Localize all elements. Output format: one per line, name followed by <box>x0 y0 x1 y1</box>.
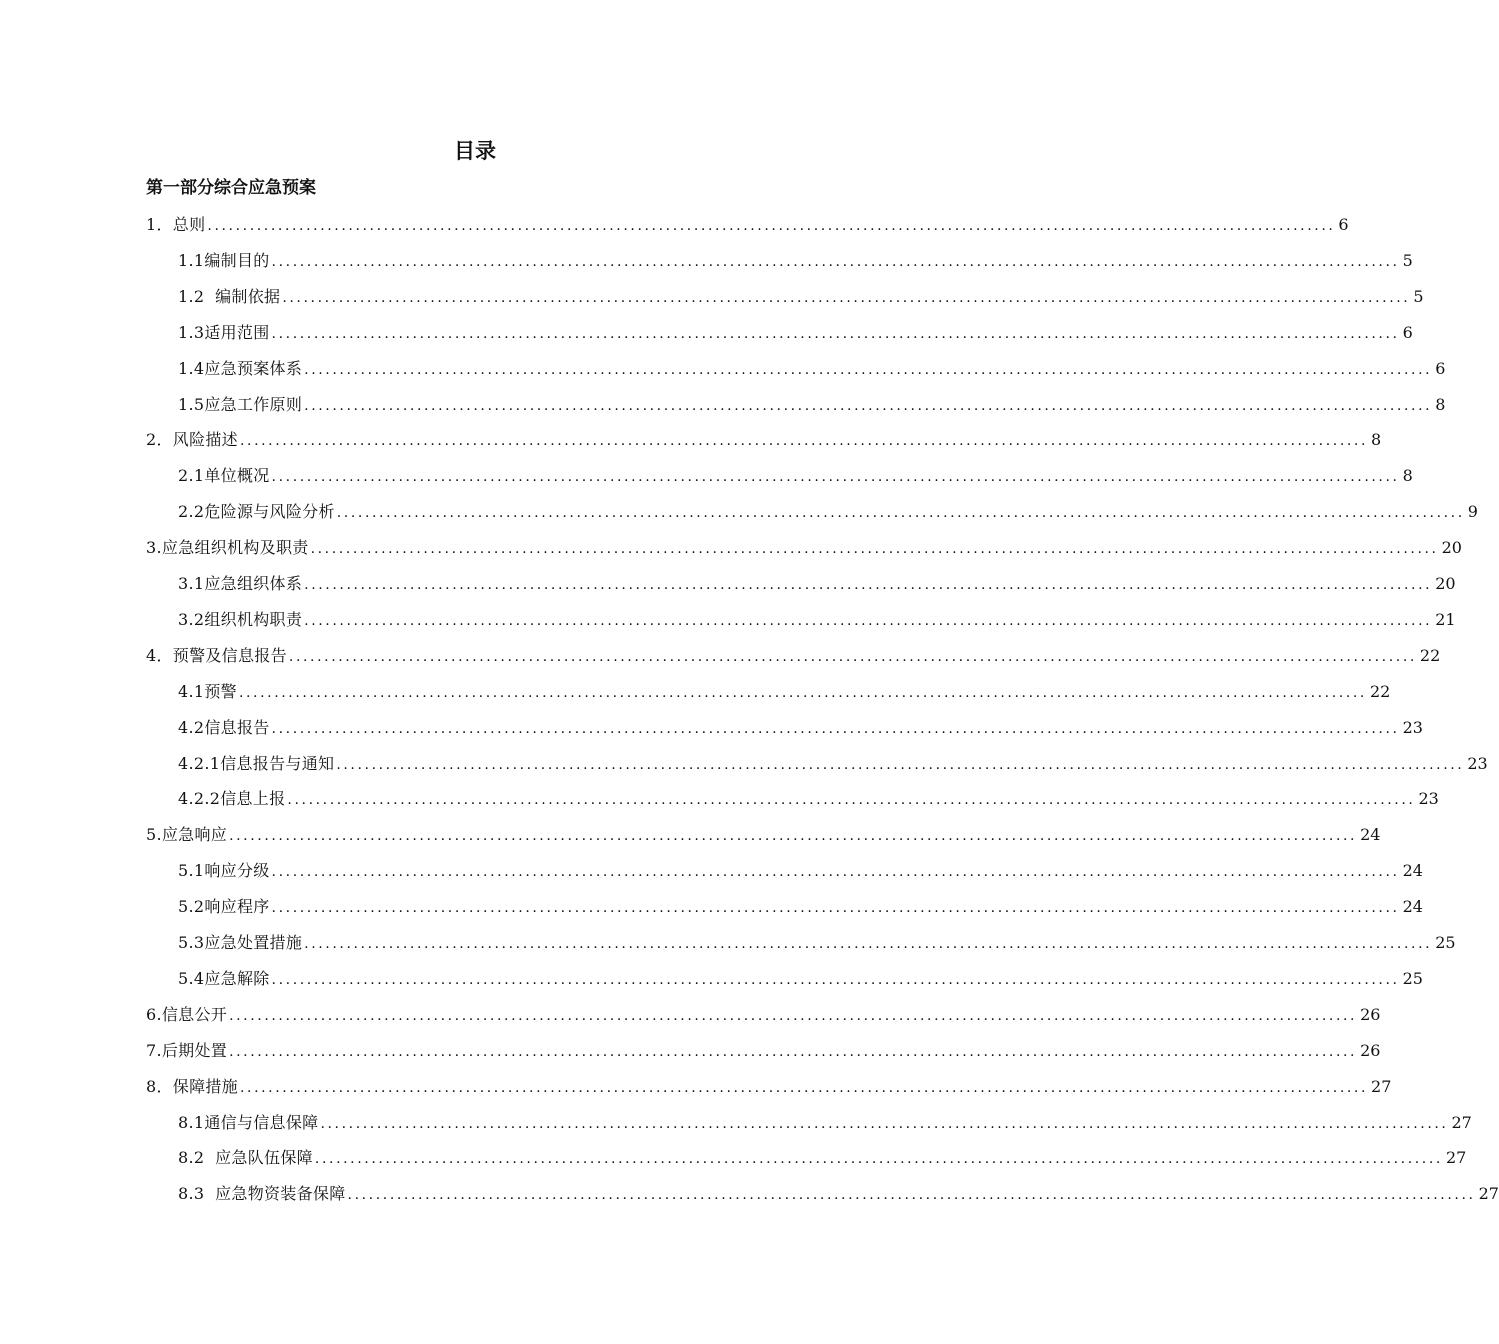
toc-entry-page-number: 26 <box>1360 1040 1381 1060</box>
toc-dot-leader: ................................................................................................................................................................ <box>304 577 1433 593</box>
toc-entry-page-number: 8 <box>1402 466 1413 486</box>
toc-dot-leader: ................................................................................................................................................................ <box>229 1043 1358 1060</box>
toc-entry-label: 8.3 应急物资装备保障 <box>178 1184 346 1204</box>
toc-entry-page-number: 5 <box>1402 250 1413 270</box>
toc-dot-leader: ................................................................................................................................................................ <box>271 971 1400 988</box>
toc-entry-label: 2．风险描述 <box>146 430 238 450</box>
toc-entry[interactable] <box>178 354 1446 380</box>
toc-entry-label: 8.2 应急队伍保障 <box>178 1148 313 1168</box>
toc-entry[interactable] <box>146 533 1462 559</box>
toc-entry[interactable] <box>178 749 1488 775</box>
toc-entry-label: 5.1响应分级 <box>178 861 270 881</box>
toc-entry-page-number: 27 <box>1371 1076 1392 1096</box>
toc-entry-label: 1.5应急工作原则 <box>178 394 303 414</box>
toc-entry[interactable] <box>178 928 1456 954</box>
toc-dot-leader: ................................................................................................................................................................ <box>304 361 1433 378</box>
toc-entry[interactable] <box>178 677 1391 703</box>
toc-entry-page-number: 24 <box>1402 861 1423 881</box>
toc-dot-leader: ................................................................................................................................................................ <box>207 218 1336 234</box>
toc-dot-leader: ................................................................................................................................................................ <box>320 1115 1449 1132</box>
toc-entry[interactable] <box>146 1036 1381 1062</box>
toc-entry[interactable] <box>178 892 1423 918</box>
toc-dot-leader: ................................................................................................................................................................ <box>314 1151 1443 1168</box>
toc-entry-label: 1．总则 <box>146 215 206 234</box>
toc-entry-page-number: 24 <box>1402 897 1423 917</box>
toc-entry-label: 3.1应急组织体系 <box>178 574 303 593</box>
toc-entry-label: 8．保障措施 <box>146 1076 238 1096</box>
toc-entry-page-number: 6 <box>1338 215 1349 234</box>
toc-dot-leader: ................................................................................................................................................................ <box>336 505 1465 522</box>
toc-entry-label: 1.2 编制依据 <box>178 286 281 306</box>
toc-entry-page-number: 6 <box>1435 358 1446 378</box>
toc-entry-label: 4.1预警 <box>178 681 237 701</box>
toc-entry-page-number: 22 <box>1369 681 1391 701</box>
toc-entry-label: 5.2响应程序 <box>178 897 270 917</box>
toc-entry[interactable] <box>146 425 1382 451</box>
toc-entry-label: 1.3适用范围 <box>178 322 270 342</box>
toc-title: 目录 <box>454 139 496 163</box>
toc-entry-page-number: 20 <box>1435 574 1456 593</box>
toc-entry[interactable] <box>178 784 1439 810</box>
toc-entry-page-number: 27 <box>1445 1148 1467 1168</box>
toc-entry-page-number: 27 <box>1451 1112 1472 1132</box>
toc-entry[interactable] <box>178 497 1478 523</box>
toc-entry-page-number: 23 <box>1418 789 1439 809</box>
toc-entry[interactable] <box>178 1143 1467 1169</box>
toc-entry-page-number: 25 <box>1402 968 1423 988</box>
toc-entry-label: 5.4应急解除 <box>178 968 270 988</box>
toc-entry-page-number: 27 <box>1478 1184 1499 1204</box>
toc-dot-leader: ................................................................................................................................................................ <box>304 936 1433 952</box>
toc-dot-leader: ................................................................................................................................................................ <box>287 792 1416 809</box>
toc-entry[interactable] <box>146 1072 1392 1098</box>
toc-dot-leader: ................................................................................................................................................................ <box>304 612 1433 629</box>
toc-entry[interactable] <box>178 964 1423 990</box>
toc-dot-leader: ................................................................................................................................................................ <box>229 828 1358 845</box>
toc-dot-leader: ................................................................................................................................................................ <box>347 1187 1476 1204</box>
toc-entry[interactable] <box>178 605 1456 631</box>
toc-dot-leader: ................................................................................................................................................................ <box>271 469 1400 486</box>
toc-entry-label: 3.应急组织机构及职责 <box>146 538 309 558</box>
toc-entry-label: 4．预警及信息报告 <box>146 645 287 665</box>
toc-entry[interactable] <box>178 1179 1499 1205</box>
toc-entry-label: 3.2组织机构职责 <box>178 609 303 629</box>
toc-entry[interactable] <box>178 1108 1472 1134</box>
toc-dot-leader: ................................................................................................................................................................ <box>271 900 1400 917</box>
part-heading: 第一部分综合应急预案 <box>146 178 316 198</box>
toc-entry-page-number: 5 <box>1413 286 1424 306</box>
toc-entry-page-number: 25 <box>1435 933 1456 952</box>
toc-dot-leader: ................................................................................................................................................................ <box>271 864 1400 881</box>
toc-dot-leader: ................................................................................................................................................................ <box>271 325 1400 342</box>
toc-entry-page-number: 26 <box>1360 1004 1381 1024</box>
toc-entry-page-number: 9 <box>1467 502 1478 522</box>
toc-entry-page-number: 6 <box>1402 322 1413 342</box>
toc-entry[interactable] <box>178 856 1423 882</box>
toc-entry-page-number: 24 <box>1360 825 1381 845</box>
toc-entry-label: 5.应急响应 <box>146 825 228 845</box>
toc-entry-page-number: 8 <box>1371 430 1382 450</box>
toc-dot-leader: ................................................................................................................................................................ <box>229 1007 1358 1024</box>
toc-entry-page-number: 8 <box>1435 394 1446 414</box>
toc-entry-label: 6.信息公开 <box>146 1004 228 1024</box>
toc-dot-leader: ................................................................................................................................................................ <box>239 1079 1369 1096</box>
toc-entry-page-number: 23 <box>1467 753 1488 773</box>
toc-entry[interactable] <box>178 390 1446 416</box>
toc-entry[interactable] <box>178 246 1413 272</box>
toc-entry-page-number: 22 <box>1419 645 1441 665</box>
toc-entry-label: 4.2信息报告 <box>178 717 270 737</box>
toc-entry[interactable] <box>146 641 1441 667</box>
toc-entry-page-number: 21 <box>1435 609 1456 629</box>
toc-entry[interactable] <box>146 210 1349 236</box>
toc-dot-leader: ................................................................................................................................................................ <box>239 433 1369 450</box>
toc-entry-label: 2.1单位概况 <box>178 466 270 486</box>
toc-entry-label: 4.2.1信息报告与通知 <box>178 753 335 773</box>
toc-entry-label: 1.1编制目的 <box>178 250 270 270</box>
toc-dot-leader: ................................................................................................................................................................ <box>304 397 1433 414</box>
toc-dot-leader: ................................................................................................................................................................ <box>310 541 1439 558</box>
toc-entry[interactable] <box>178 318 1413 344</box>
toc-entry-page-number: 23 <box>1402 717 1423 737</box>
toc-entry[interactable] <box>178 282 1424 308</box>
toc-dot-leader: ................................................................................................................................................................ <box>288 648 1417 665</box>
toc-entry[interactable] <box>178 461 1413 487</box>
toc-dot-leader: ................................................................................................................................................................ <box>271 253 1400 270</box>
toc-entry[interactable] <box>146 820 1381 846</box>
toc-dot-leader: ................................................................................................................................................................ <box>238 684 1367 701</box>
toc-entry-page-number: 20 <box>1441 538 1462 558</box>
toc-dot-leader: ................................................................................................................................................................ <box>336 756 1465 773</box>
toc-entry-label: 2.2危险源与风险分析 <box>178 502 335 522</box>
toc-dot-leader: ................................................................................................................................................................ <box>271 720 1400 737</box>
toc-entry-label: 8.1通信与信息保障 <box>178 1112 319 1132</box>
toc-entry[interactable] <box>146 1000 1381 1026</box>
toc-entry-label: 4.2.2信息上报 <box>178 789 286 809</box>
toc-entry[interactable] <box>178 569 1456 595</box>
toc-entry-label: 7.后期处置 <box>146 1040 228 1060</box>
toc-entry[interactable] <box>178 713 1423 739</box>
toc-entry-label: 1.4应急预案体系 <box>178 358 303 378</box>
toc-entry-label: 5.3应急处置措施 <box>178 933 303 952</box>
toc-dot-leader: ................................................................................................................................................................ <box>282 289 1411 306</box>
